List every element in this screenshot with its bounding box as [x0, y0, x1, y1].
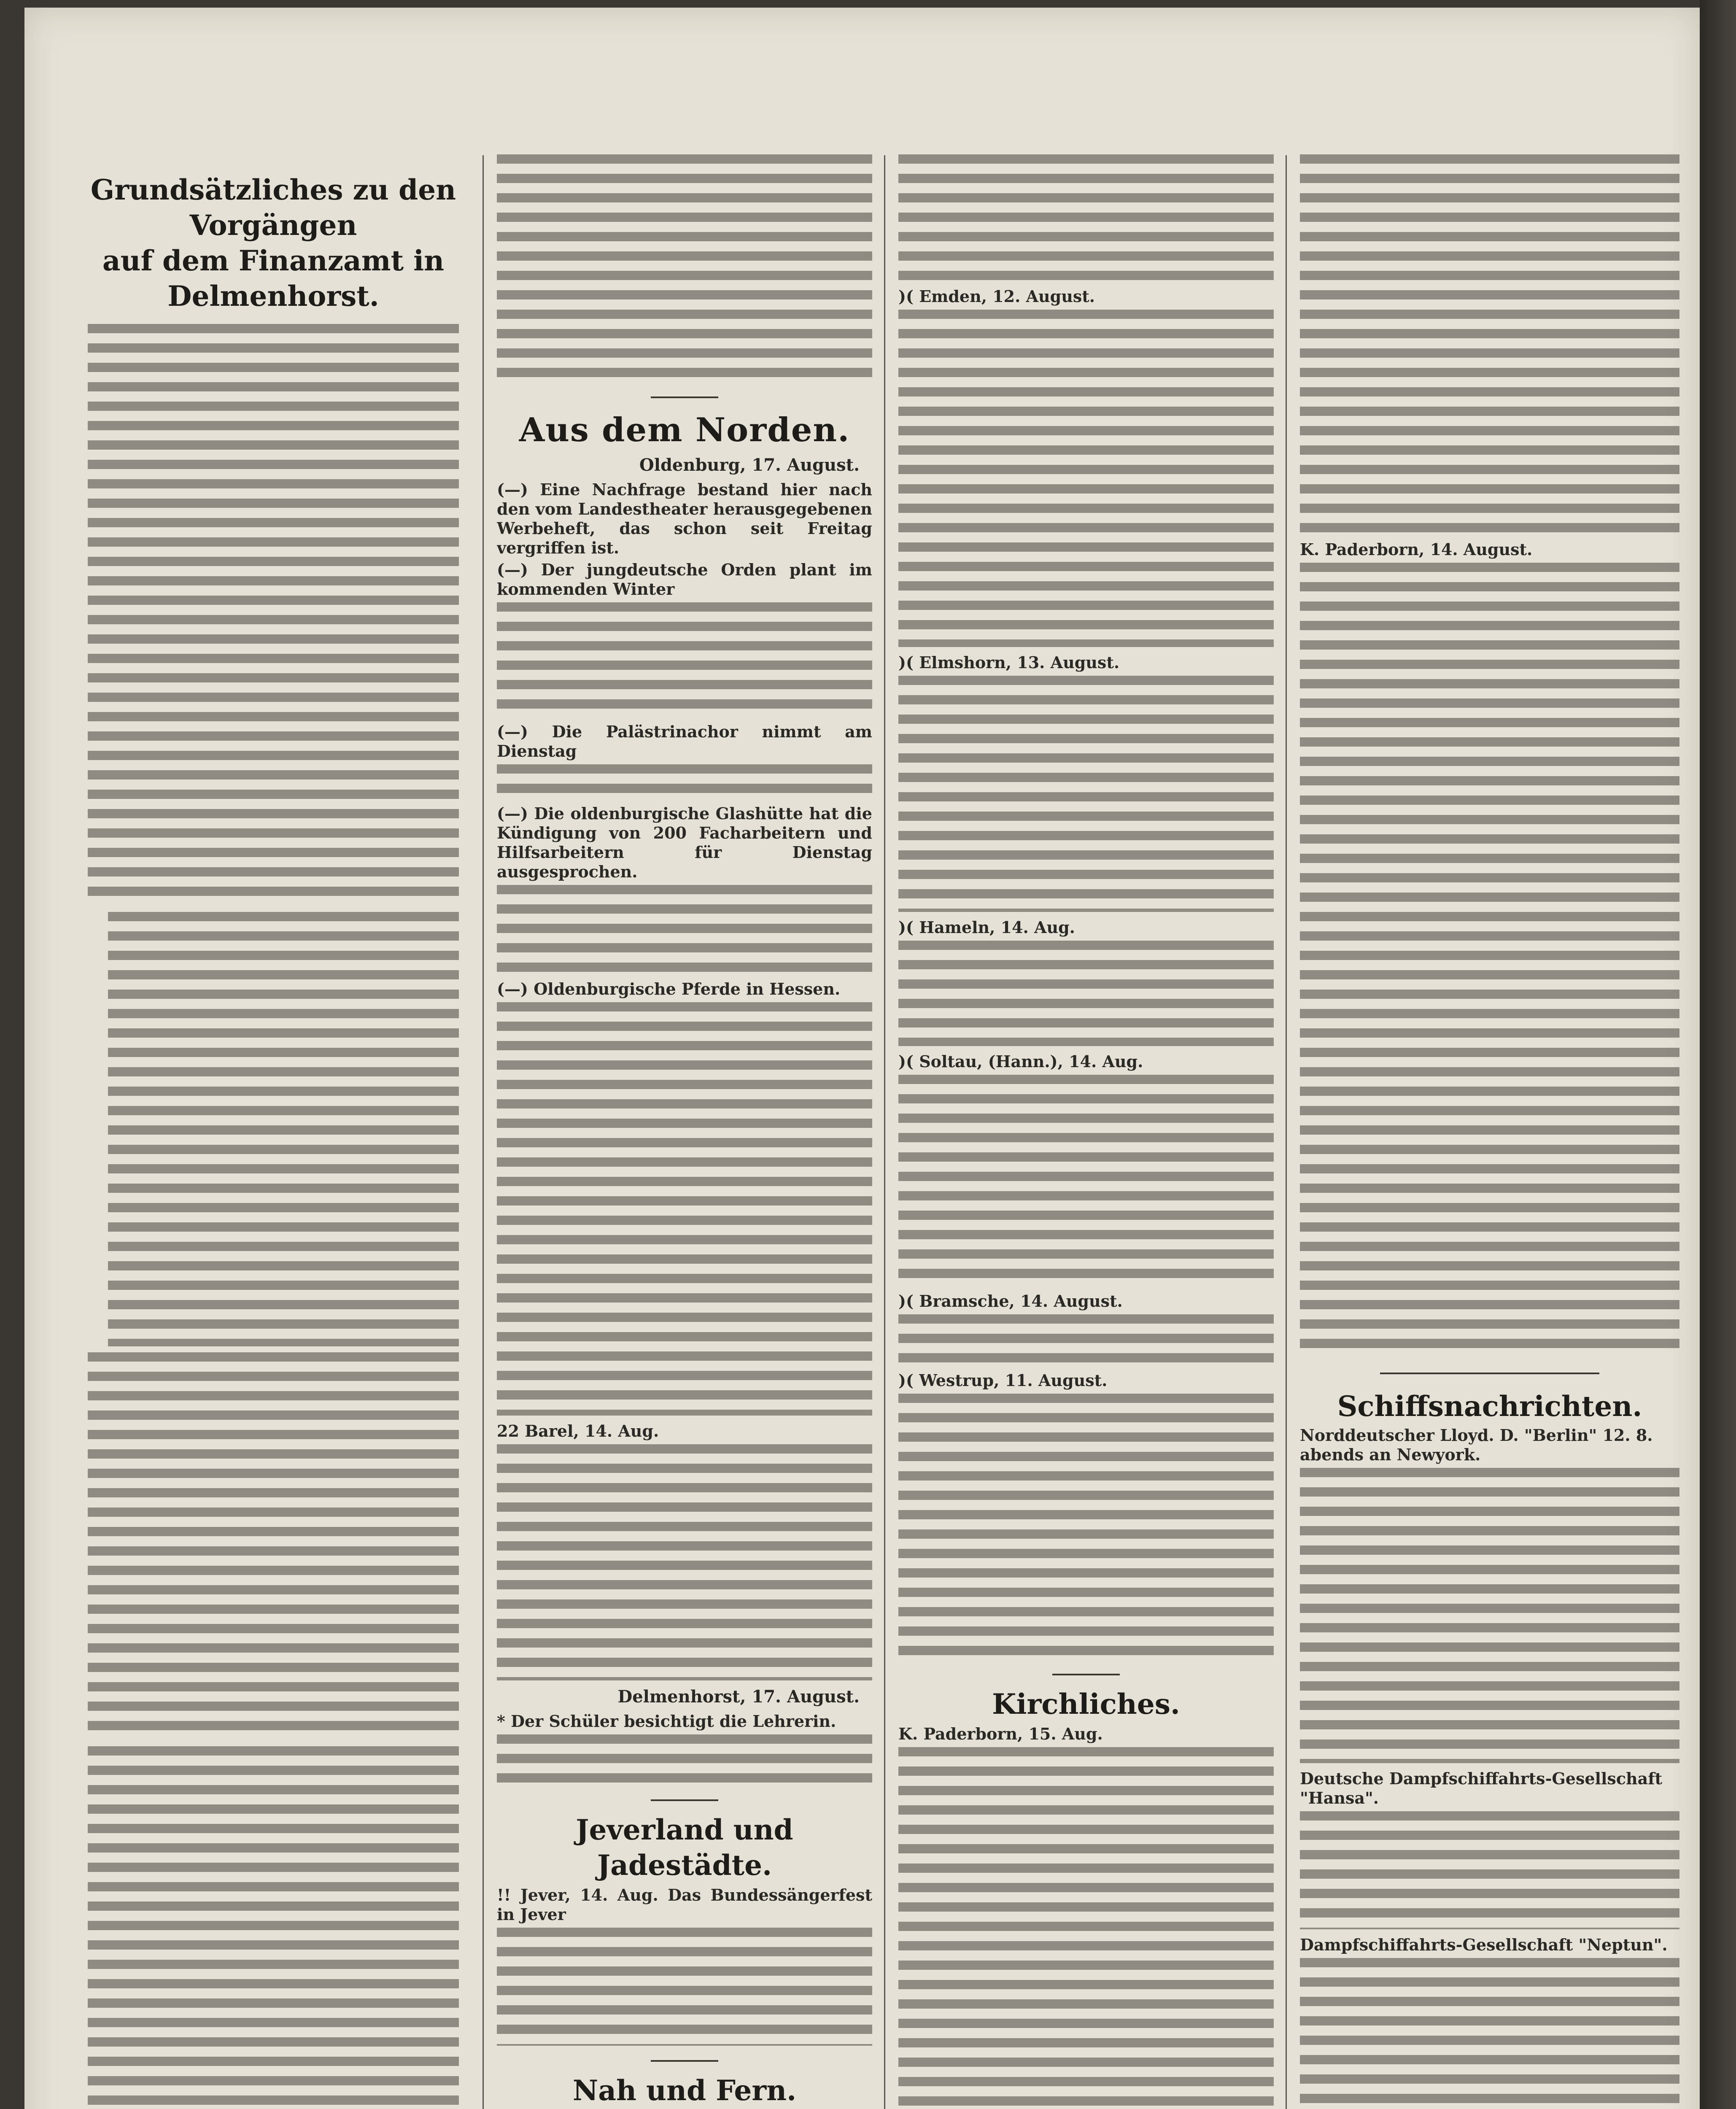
- column-rule: [483, 155, 484, 2109]
- shipping-item: Deutsche Dampfschiffahrts-Gesellschaft "Hansa".: [1300, 1769, 1663, 1807]
- separator: [651, 2060, 718, 2062]
- column-rule: [1286, 155, 1287, 2109]
- separator: [651, 1799, 718, 1801]
- dateline-delmenhorst: Delmenhorst, 17. August.: [617, 1687, 860, 1707]
- news-body: [898, 1314, 1274, 1365]
- article-headline-2: auf dem Finanzamt in Delmenhorst.: [102, 244, 445, 313]
- news-item: )( Hameln, 14. Aug.: [898, 918, 1075, 937]
- shipping-body: [1300, 1468, 1679, 1763]
- news-item: (—) Eine Nachfrage bestand hier nach den vom Landestheater herausgegebenen Werbeheft, das schon seit Freitag vergriffen ist.: [497, 480, 872, 557]
- news-body: [497, 1444, 872, 1680]
- news-item: )( Elmshorn, 13. August.: [898, 653, 1120, 672]
- shipping-body: [1300, 1958, 1679, 2109]
- news-item: )( Westrup, 11. August.: [898, 1371, 1108, 1390]
- article-body: [88, 324, 459, 906]
- news-body: [898, 310, 1274, 647]
- news-item: (—) Oldenburgische Pferde in Hessen.: [497, 979, 841, 998]
- article-continuation: [1300, 154, 1679, 534]
- news-body: [497, 1002, 872, 1416]
- news-body: [898, 1394, 1274, 1659]
- news-body: [497, 1928, 872, 2046]
- separator: [651, 396, 718, 398]
- news-item: K. Paderborn, 15. Aug.: [898, 1724, 1103, 1743]
- column-4: [1300, 151, 1679, 2109]
- column-2: [497, 151, 872, 2109]
- news-item: * Der Schüler besichtigt die Lehrerin.: [497, 1712, 836, 1731]
- dateline-oldenburg: Oldenburg, 17. August.: [639, 455, 860, 475]
- section-title-nah-und-fern: Nah und Fern.: [572, 2074, 797, 2107]
- news-item: )( Emden, 12. August.: [898, 287, 1095, 306]
- news-body: [898, 676, 1274, 912]
- section-title-aus-dem-norden: Aus dem Norden.: [519, 411, 850, 449]
- news-body: [898, 941, 1274, 1046]
- shipping-item: Dampfschiffahrts-Gesellschaft "Neptun".: [1300, 1935, 1668, 1954]
- scan-edge: [1700, 0, 1736, 2109]
- news-body: [898, 1747, 1274, 2109]
- news-body: [898, 1075, 1274, 1286]
- section-title-kirchliches: Kirchliches.: [992, 1688, 1180, 1721]
- news-item: )( Bramsche, 14. August.: [898, 1292, 1123, 1311]
- news-body: [497, 764, 872, 798]
- news-body: [497, 1734, 872, 1785]
- article-headline-1: Grundsätzliches zu den Vorgängen: [90, 173, 456, 242]
- article-continuation: [898, 154, 1274, 281]
- news-item: )( Soltau, (Hann.), 14. Aug.: [898, 1052, 1143, 1071]
- news-item: !! Jever, 14. Aug. Das Bundessängerfest in Jever: [497, 1885, 872, 1924]
- column-rule: [884, 155, 885, 2109]
- news-body: [497, 885, 872, 974]
- article-body: [88, 1352, 459, 1740]
- column-1: [88, 151, 459, 2109]
- news-item: (—) Die oldenburgische Glashütte hat die Kündigung von 200 Facharbeitern und Hilfsarbeitern für Dienstag ausgesprochen.: [497, 804, 872, 881]
- article-continuation: [497, 154, 872, 382]
- news-item: 22 Barel, 14. Aug.: [497, 1421, 659, 1440]
- shipping-item: Norddeutscher Lloyd. D. "Berlin" 12. 8. abends an Newyork.: [1300, 1426, 1653, 1464]
- section-title-schiffsnachrichten: Schiffsnachrichten.: [1337, 1390, 1642, 1423]
- news-item: (—) Die Palästrinachor nimmt am Dienstag: [497, 722, 872, 761]
- news-body: [1300, 563, 1679, 1356]
- news-item: (—) Der jungdeutsche Orden plant im kommenden Winter: [497, 560, 872, 599]
- article-body: [88, 1746, 459, 2109]
- newspaper-page: [24, 8, 1700, 2109]
- article-body: [108, 912, 459, 1346]
- news-item: K. Paderborn, 14. August.: [1300, 540, 1533, 559]
- separator: [1380, 1373, 1599, 1374]
- separator: [1052, 1674, 1120, 1675]
- shipping-body: [1300, 1811, 1679, 1929]
- section-title-jeverland: Jeverland und Jadestädte.: [576, 1813, 793, 1882]
- news-body: [497, 602, 872, 716]
- column-3: [898, 151, 1274, 2109]
